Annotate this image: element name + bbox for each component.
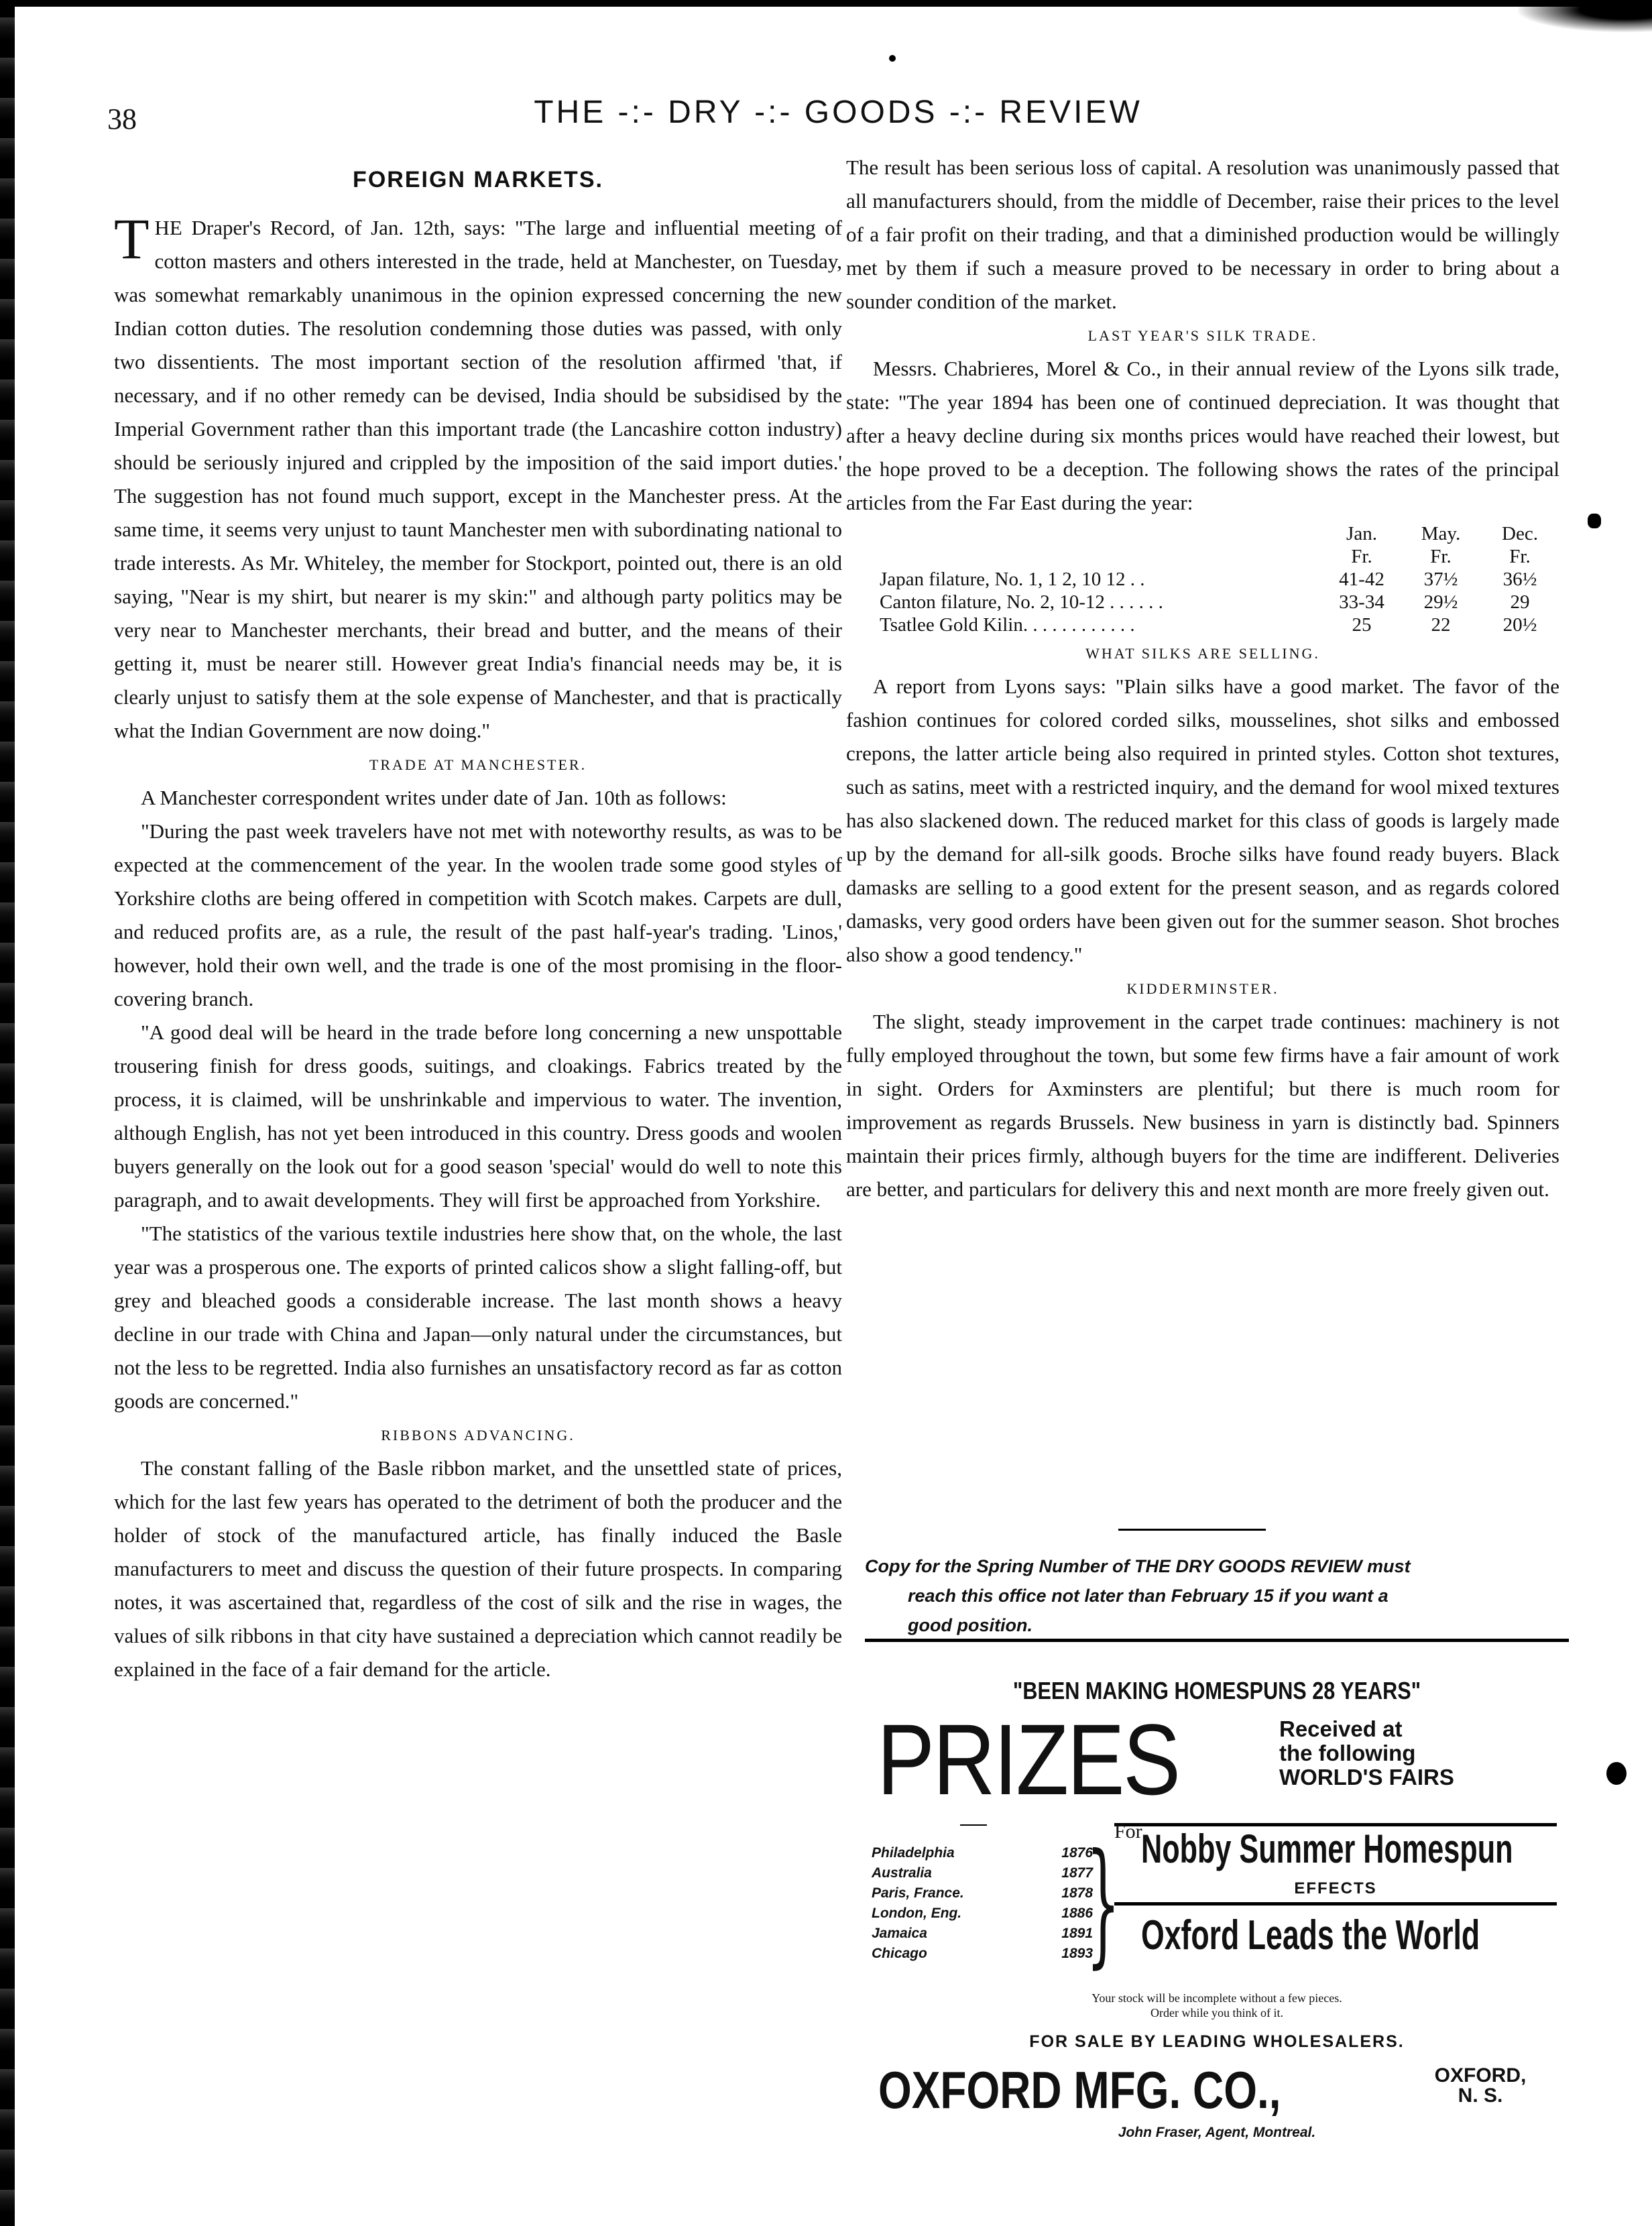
row-label: Japan filature, No. 1, 1 2, 10 12 . . [880,569,1145,590]
ad-received-line: Received at [1279,1716,1403,1741]
page-number: 38 [107,103,137,135]
fair-year: 1891 [1061,1926,1093,1941]
ad-location-line: N. S. [1458,2085,1503,2107]
fair-row [872,1944,1093,1964]
table-header-row [846,522,1559,545]
left-column [114,151,842,1686]
fair-year: 1878 [1061,1885,1093,1901]
paragraph: "A good deal will be heard in the trade before long concerning a new unspottable trousering finish for dress goods, suitings, and cloakings. Fabrics treated by the process, it is claimed, will be unshrinkable and impervious to water. The invention, although English, has not yet been introduced in this country. Dress goods and woolen buyers generally on the look out for a good season 'special' would do well to note this paragraph, and to await developments. They will first be approached from Yorkshire. [114,1020,842,1212]
paragraph: The slight, steady improvement in the carpet trade continues: machinery is not fully employed throughout the town, but some few firms have a fair amount of work in sight. Orders for Axminsters are plentiful; but there is much room for improvement as regards Brussels. New business in yarn is distinctly bad. Spinners maintain their prices firmly, although buyers for the time are indifferent. Deliveries are better, and particulars for delivery this and next month are more freely given out. [846,1010,1559,1201]
subhead-kidderminster: KIDDERMINSTER. [1126,980,1279,997]
subhead-ribbons-advancing: RIBBONS ADVANCING. [381,1427,575,1444]
ad-stock-note [865,1991,1569,2020]
subhead-trade-at-manchester: TRADE AT MANCHESTER. [369,756,587,773]
paragraph-continued: The result has been serious loss of capital. A resolution was unanimously passed that all manufacturers should, from the middle of December, raise their prices to the level of a fair profit on their trading, and that a diminished production would be willingly met by them if such a measure proved to be necessary in order to bring about a sounder condition of the market. [846,156,1559,313]
fair-row [872,1903,1093,1924]
divider [1118,1529,1266,1531]
col-unit: Fr. [1430,546,1452,567]
section-title: FOREIGN MARKETS. [353,167,603,192]
drop-cap: T [114,207,150,271]
cell-jan: 33-34 [1339,591,1384,613]
fair-place: Chicago [872,1946,927,1961]
scan-top-edge [0,0,1652,7]
subhead-last-years-silk-trade: LAST YEAR'S SILK TRADE. [1087,327,1318,344]
cell-dec: 29 [1510,591,1530,613]
subhead-what-silks-are-selling: WHAT SILKS ARE SELLING. [1085,645,1320,662]
ad-fairs-list [872,1843,1093,1964]
notice-line: good position. [908,1615,1032,1635]
lead-paragraph [114,207,842,748]
paragraph: A report from Lyons says: "Plain silks have a good market. The favor of the fashion continues for colored corded silks, mousselines, shot silks and embossed crepons, the latter article being also required in printed styles. Cotton shot textures, such as satins, meet with a restricted inquiry, and the demand for wool mixed textures has also slackened down. The reduced market for this class of goods is largely made up by the demand for all-silk goods. Broche silks have found ready buyers. Black damasks are selling to a good extent for the present season, and as regards colored damasks, very good orders have been given out for the summer season. Shot broches also show a good tendency." [846,675,1559,966]
ad-received-line: the following [1279,1741,1416,1765]
paragraph: "The statistics of the various textile industries here show that, on the whole, the last year was a prosperous one. The exports of printed calicos show a slight falling-off, but grey and bleached goods a considerable increase. The last month shows a heavy decline in our trade with China and Japan—only natural under the circumstances, but not the less to be regretted. India also furnishes an unsatisfactory record as far as cotton goods are concerned." [114,1222,842,1413]
notice-line: Copy for the Spring Number of THE DRY GOODS REVIEW must [865,1556,1411,1576]
cell-may: 37½ [1423,569,1458,590]
cell-may: 29½ [1423,591,1458,613]
ad-for-sale: FOR SALE BY LEADING WHOLESALERS. [1029,2032,1405,2051]
scan-blot [1606,1762,1627,1785]
copy-deadline-notice [865,1551,1569,1640]
fair-row [872,1883,1093,1903]
brace-icon: } [1086,1825,1120,1981]
cell-jan: 41-42 [1339,569,1384,590]
ad-nobby-headline: Nobby Summer Homespun [1141,1826,1513,1871]
fair-place: Paris, France. [872,1885,964,1901]
ad-stock-line: Order while you think of it. [1150,2006,1283,2019]
ad-stock-line: Your stock will be incomplete without a few pieces. [1092,1991,1342,2005]
cell-jan: 25 [1352,614,1372,636]
ad-oxford-leads: Oxford Leads the World [1141,1912,1480,1958]
fair-row [872,1843,1093,1863]
col-unit: Fr. [1351,546,1372,567]
scan-corner-smudge [1518,0,1652,32]
fair-year: 1893 [1061,1946,1093,1961]
table-row [846,613,1559,636]
fair-year: 1876 [1061,1845,1093,1861]
ad-location [1413,2066,1547,2106]
fair-year: 1877 [1061,1865,1093,1881]
fair-place: Jamaica [872,1926,927,1941]
fair-row [872,1924,1093,1944]
fair-row [872,1863,1093,1883]
ad-company-name: OXFORD MFG. CO., [878,2060,1281,2119]
ad-headline: "BEEN MAKING HOMESPUNS 28 YEARS" [1012,1677,1421,1704]
row-label: Tsatlee Gold Kilin. . . . . . . . . . . . [880,614,1135,636]
ad-effects: EFFECTS [1114,1879,1557,1906]
ad-received-line: WORLD'S FAIRS [1279,1765,1454,1790]
col-head-may: May. [1421,523,1461,544]
ad-divider [960,1824,987,1826]
paragraph: The constant falling of the Basle ribbon market, and the unsettled state of prices, which for the last few years has operated to the detriment of both the producer and the holder of stock of the manufactured article, has finally induced the Basle manufacturers to meet and discuss the question of their future prospects. In comparing notes, it was ascertained that, regardless of the cost of silk and the rise in wages, the values of silk ribbons in that city have sustained a depreciation which cannot readily be explained in the face of a fair demand for the article. [114,1456,842,1681]
ad-agent: John Fraser, Agent, Montreal. [1118,2125,1316,2140]
right-column [846,151,1559,1206]
oxford-advertisement [865,1639,1569,2152]
col-head-jan: Jan. [1346,523,1377,544]
table-row [846,591,1559,613]
running-title: THE -:- DRY -:- GOODS -:- REVIEW [534,95,1142,130]
ad-for-word: For [1114,1820,1142,1842]
notice-line: reach this office not later than February 15 if you want a [908,1586,1389,1606]
col-unit: Fr. [1509,546,1531,567]
scan-speck [889,55,896,62]
scan-mark [1588,514,1601,528]
page-header [101,87,1576,141]
scan-left-edge [0,0,15,2226]
fair-place: Australia [872,1865,932,1881]
lead-text: HE Draper's Record, of Jan. 12th, says: "The large and influential meeting of cotton masters and others interested in the trade, held at Manchester, on Tuesday, was somewhat remarkably unanimous in the opinion expressed concerning the new Indian cotton duties. The resolution condemning those duties was passed, with only two dissentients. The most important section of the resolution affirmed 'that, if necessary, and if no other remedy can be devised, India should be subsidised by the Imperial Government rather than this important trade (the Lancashire cotton industry) should be seriously injured and crippled by the imposition of the said import duties.' The suggestion has not found much support, except in the Manchester press. At the same time, it seems very unjust to taunt Manchester men with subordinating national to trade interests. As Mr. Whiteley, the member for Stockport, pointed out, there is an old saying, "Near is my shirt, but nearer is my skin:" and although party politics may be very near to Manchester merchants, their bread and butter, and the means of their getting it, must be nearer still. However great India's financial needs may be, it is clearly unjust to satisfy them at the sole expense of Manchester, and that is practically what the Indian Government are now doing." [114,216,842,742]
ad-received-text [1279,1717,1454,1790]
paragraph: "During the past week travelers have not met with noteworthy results, as was to be expected at the commencement of the year. In the woolen trade some good styles of Yorkshire cloths are being offered in competition with Scotch makes. Carpets are dull, and reduced profits are, as a rule, the result of the past half-year's trading. 'Linos,' however, hold their own well, and the trade is one of the most promising in the floor-covering branch. [114,819,842,1010]
silk-price-table [846,522,1559,636]
table-row [846,568,1559,591]
cell-may: 22 [1431,614,1451,636]
paragraph: Messrs. Chabrieres, Morel & Co., in their annual review of the Lyons silk trade, state: "The year 1894 has been one of continued depreciation. It was thought that after a heavy decline during six months prices would have reached their lowest, but the hope proved to be a deception. The following shows the rates of the principal articles from the Far East during the year: [846,357,1559,514]
table-unit-row [846,545,1559,568]
ad-location-line: OXFORD, [1434,2064,1527,2087]
paragraph: A Manchester correspondent writes under date of Jan. 10th as follows: [141,786,727,809]
fair-place: Philadelphia [872,1845,955,1861]
cell-dec: 36½ [1502,569,1537,590]
fair-place: London, Eng. [872,1906,962,1921]
col-head-dec: Dec. [1502,523,1538,544]
fair-year: 1886 [1061,1906,1093,1921]
ad-prizes-word: PRIZES [877,1703,1179,1816]
cell-dec: 20½ [1502,614,1537,636]
row-label: Canton filature, No. 2, 10-12 . . . . . . [880,591,1163,613]
